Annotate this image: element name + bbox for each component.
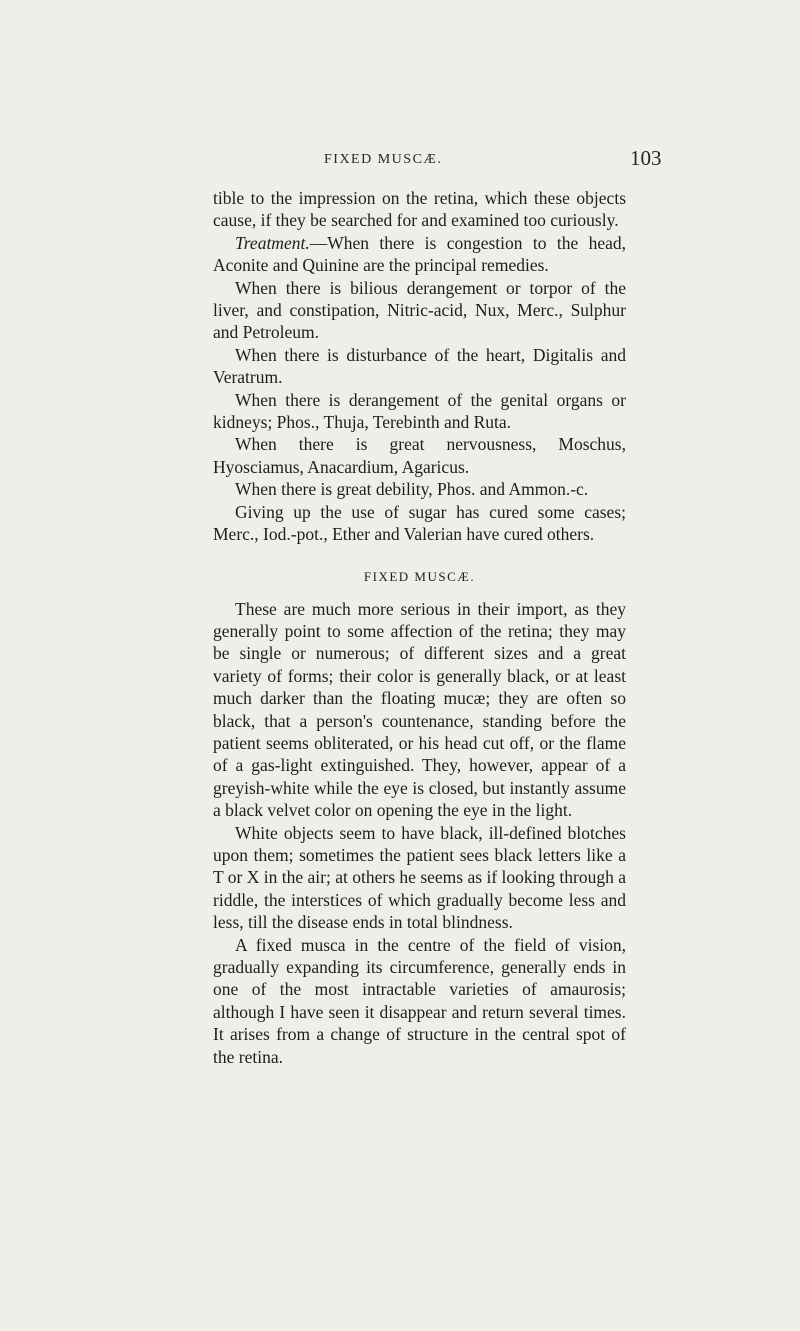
- treatment-text: —When there is congestion to the head, Aconite and Quinine are the principal remedies.: [213, 232, 626, 276]
- paragraph: tible to the impression on the retina, which these objects cause, if they be searched for and examined too curiously.: [213, 188, 626, 231]
- treatment-paragraph: [213, 232, 626, 277]
- paragraph: When there is disturbance of the heart, Digitalis and Veratrum.: [213, 344, 626, 388]
- body-text: [213, 187, 626, 1068]
- section-heading: FIXED MUSCÆ.: [363, 568, 476, 584]
- treatment-label: Treatment.: [235, 232, 310, 253]
- paragraph: These are much more serious in their import, as they generally point to some affection of the retina; they may be single or numerous; of different sizes and a great variety of forms; their color is generally black, or at least much darker than the floating mucæ; they are often so black, that a person's countenance, standing before the patient seems obliterated, or his head cut off, or the flame of a gas-light extinguished. They, however, appear of a greyish-white while the eye is closed, but instantly assume a black velvet color on opening the eye in the light.: [213, 598, 626, 821]
- page-number: 103: [630, 146, 662, 170]
- paragraph: When there is great nervousness, Moschus, Hyosciamus, Anacardium, Agaricus.: [213, 434, 626, 477]
- paragraph: Giving up the use of sugar has cured some cases; Merc., Iod.-pot., Ether and Valerian have cured others.: [213, 501, 626, 545]
- running-head: FIXED MUSCÆ.: [324, 152, 443, 167]
- paragraph: White objects seem to have black, ill-defined blotches upon them; sometimes the patient sees black letters like a T or X in the air; at others he seems as if looking through a riddle, the interstices of which gradually become less and less, till the disease ends in total blindness.: [213, 822, 626, 933]
- paragraph: When there is bilious derangement or torpor of the liver, and constipation, Nitric-acid, Nux, Merc., Sulphur and Petroleum.: [213, 277, 626, 343]
- paragraph: A fixed musca in the centre of the field of vision, gradually expanding its circumference, generally ends in one of the most intractable varieties of amaurosis; although I have seen it disappear and return several times. It arises from a change of structure in the central spot of the retina.: [213, 934, 626, 1067]
- paragraph: When there is derangement of the genital organs or kidneys; Phos., Thuja, Terebinth and Ruta.: [213, 389, 626, 433]
- page-header: [0, 146, 800, 174]
- paragraph: When there is great debility, Phos. and Ammon.-c.: [235, 479, 589, 500]
